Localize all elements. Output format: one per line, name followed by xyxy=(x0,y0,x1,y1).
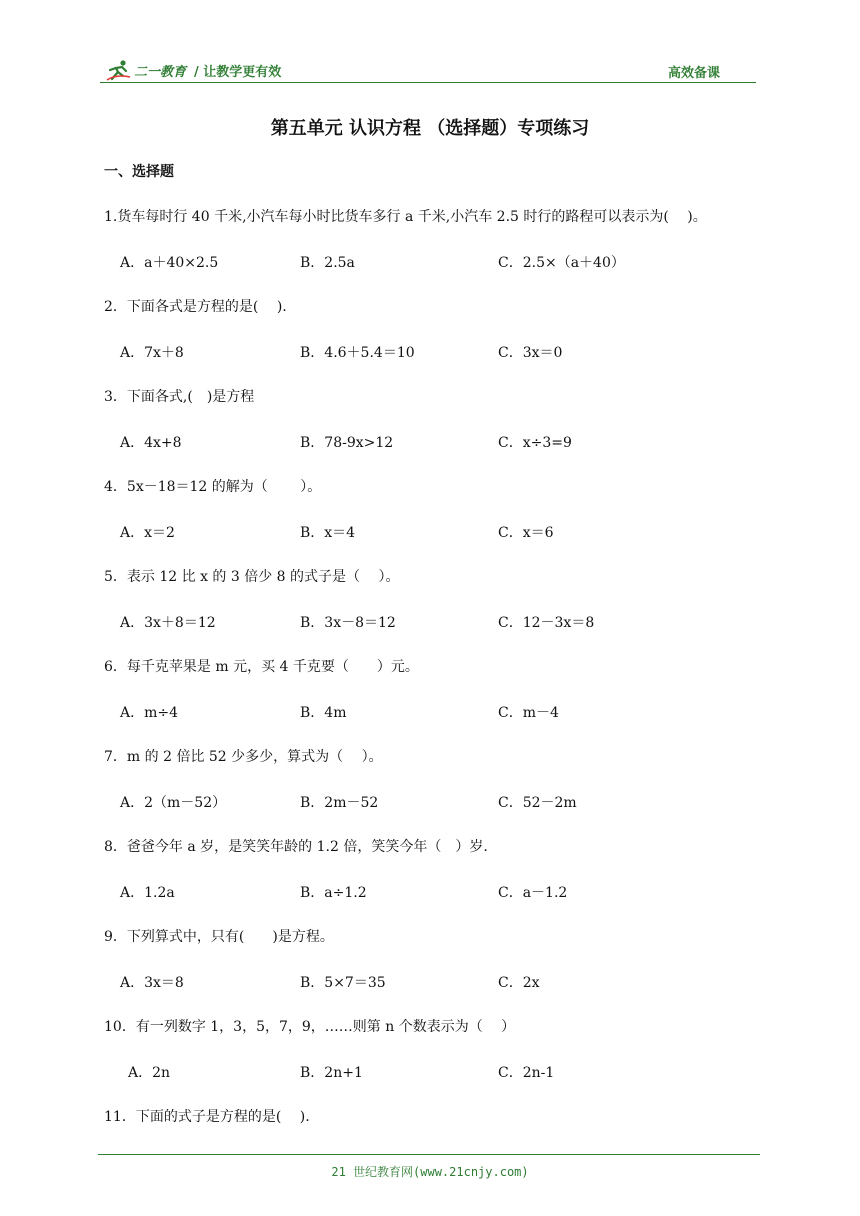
question-text: 8．爸爸今年 a 岁，是笑笑年龄的 1.2 倍，笑笑今年（ ）岁. xyxy=(104,839,488,855)
question-text: 7．m 的 2 倍比 52 少多少，算式为（ ）。 xyxy=(104,749,383,765)
question-text: 10．有一列数字 1，3，5，7，9，……则第 n 个数表示为（ ） xyxy=(104,1019,516,1035)
answer-option: B．3x－8＝12 xyxy=(300,615,396,631)
answer-option: C．m－4 xyxy=(498,705,559,721)
answer-option: B．a÷1.2 xyxy=(300,885,367,901)
answer-option: B．2.5a xyxy=(300,255,355,271)
section-heading: 一、选择题 xyxy=(104,164,174,180)
answer-option: C．x＝6 xyxy=(498,525,554,541)
answer-option: B．78-9x>12 xyxy=(300,435,394,451)
question-text: 4．5x－18＝12 的解为（ ）。 xyxy=(104,479,322,495)
answer-option: C．a－1.2 xyxy=(498,885,568,901)
question-text: 9．下列算式中，只有( )是方程。 xyxy=(104,929,334,945)
header-divider xyxy=(100,82,756,83)
answer-option: C．52－2m xyxy=(498,795,577,811)
answer-option: A．4x+8 xyxy=(120,435,182,451)
brand-name: 二一教育 xyxy=(134,64,187,80)
page-header xyxy=(100,58,756,84)
header-tagline: 高效备课 xyxy=(667,66,720,81)
answer-option: C．2n-1 xyxy=(498,1065,555,1081)
answer-option: A．x＝2 xyxy=(120,525,175,541)
answer-option: C．2x xyxy=(498,975,540,991)
answer-option: A．m÷4 xyxy=(120,705,179,721)
brand-slogan: / 让教学更有效 xyxy=(194,64,282,80)
runner-icon xyxy=(106,59,132,81)
answer-option: A．a＋40×2.5 xyxy=(120,255,219,271)
answer-option: A．3x＝8 xyxy=(120,975,184,991)
question-text: 1.货车每时行 40 千米,小汽车每小时比货车多行 a 千米,小汽车 2.5 时行的路程可以表示为( )。 xyxy=(104,209,707,225)
answer-option: B．x＝4 xyxy=(300,525,356,541)
footer-divider xyxy=(98,1154,760,1155)
answer-option: C．12－3x＝8 xyxy=(498,615,595,631)
question-text: 5．表示 12 比 x 的 3 倍少 8 的式子是（ ）。 xyxy=(104,569,400,585)
question-text: 2．下面各式是方程的是( ). xyxy=(104,299,287,315)
answer-option: A．3x＋8＝12 xyxy=(120,615,216,631)
answer-option: C．3x＝0 xyxy=(498,345,563,361)
page-footer: 21 世纪教育网(www.21cnjy.com) xyxy=(331,1165,529,1179)
answer-option: B．4m xyxy=(300,705,347,721)
answer-option: C．2.5×（a＋40） xyxy=(498,255,625,271)
answer-option: B．5×7＝35 xyxy=(300,975,386,991)
question-text: 3．下面各式,( )是方程 xyxy=(104,389,255,405)
answer-option: C．x÷3=9 xyxy=(498,435,572,451)
answer-option: B．2n+1 xyxy=(300,1065,363,1081)
answer-option: A．7x＋8 xyxy=(120,345,184,361)
answer-option: A．2（m－52） xyxy=(120,795,227,811)
answer-option: A．1.2a xyxy=(120,885,175,901)
question-text: 6．每千克苹果是 m 元，买 4 千克要（ ）元。 xyxy=(104,659,419,675)
question-text: 11．下面的式子是方程的是( ). xyxy=(104,1109,310,1125)
brand-logo xyxy=(106,58,281,82)
page-title: 第五单元 认识方程 （选择题）专项练习 xyxy=(270,118,590,139)
answer-option: A．2n xyxy=(128,1065,171,1081)
answer-option: B．2m－52 xyxy=(300,795,379,811)
answer-option: B．4.6＋5.4＝10 xyxy=(300,345,415,361)
